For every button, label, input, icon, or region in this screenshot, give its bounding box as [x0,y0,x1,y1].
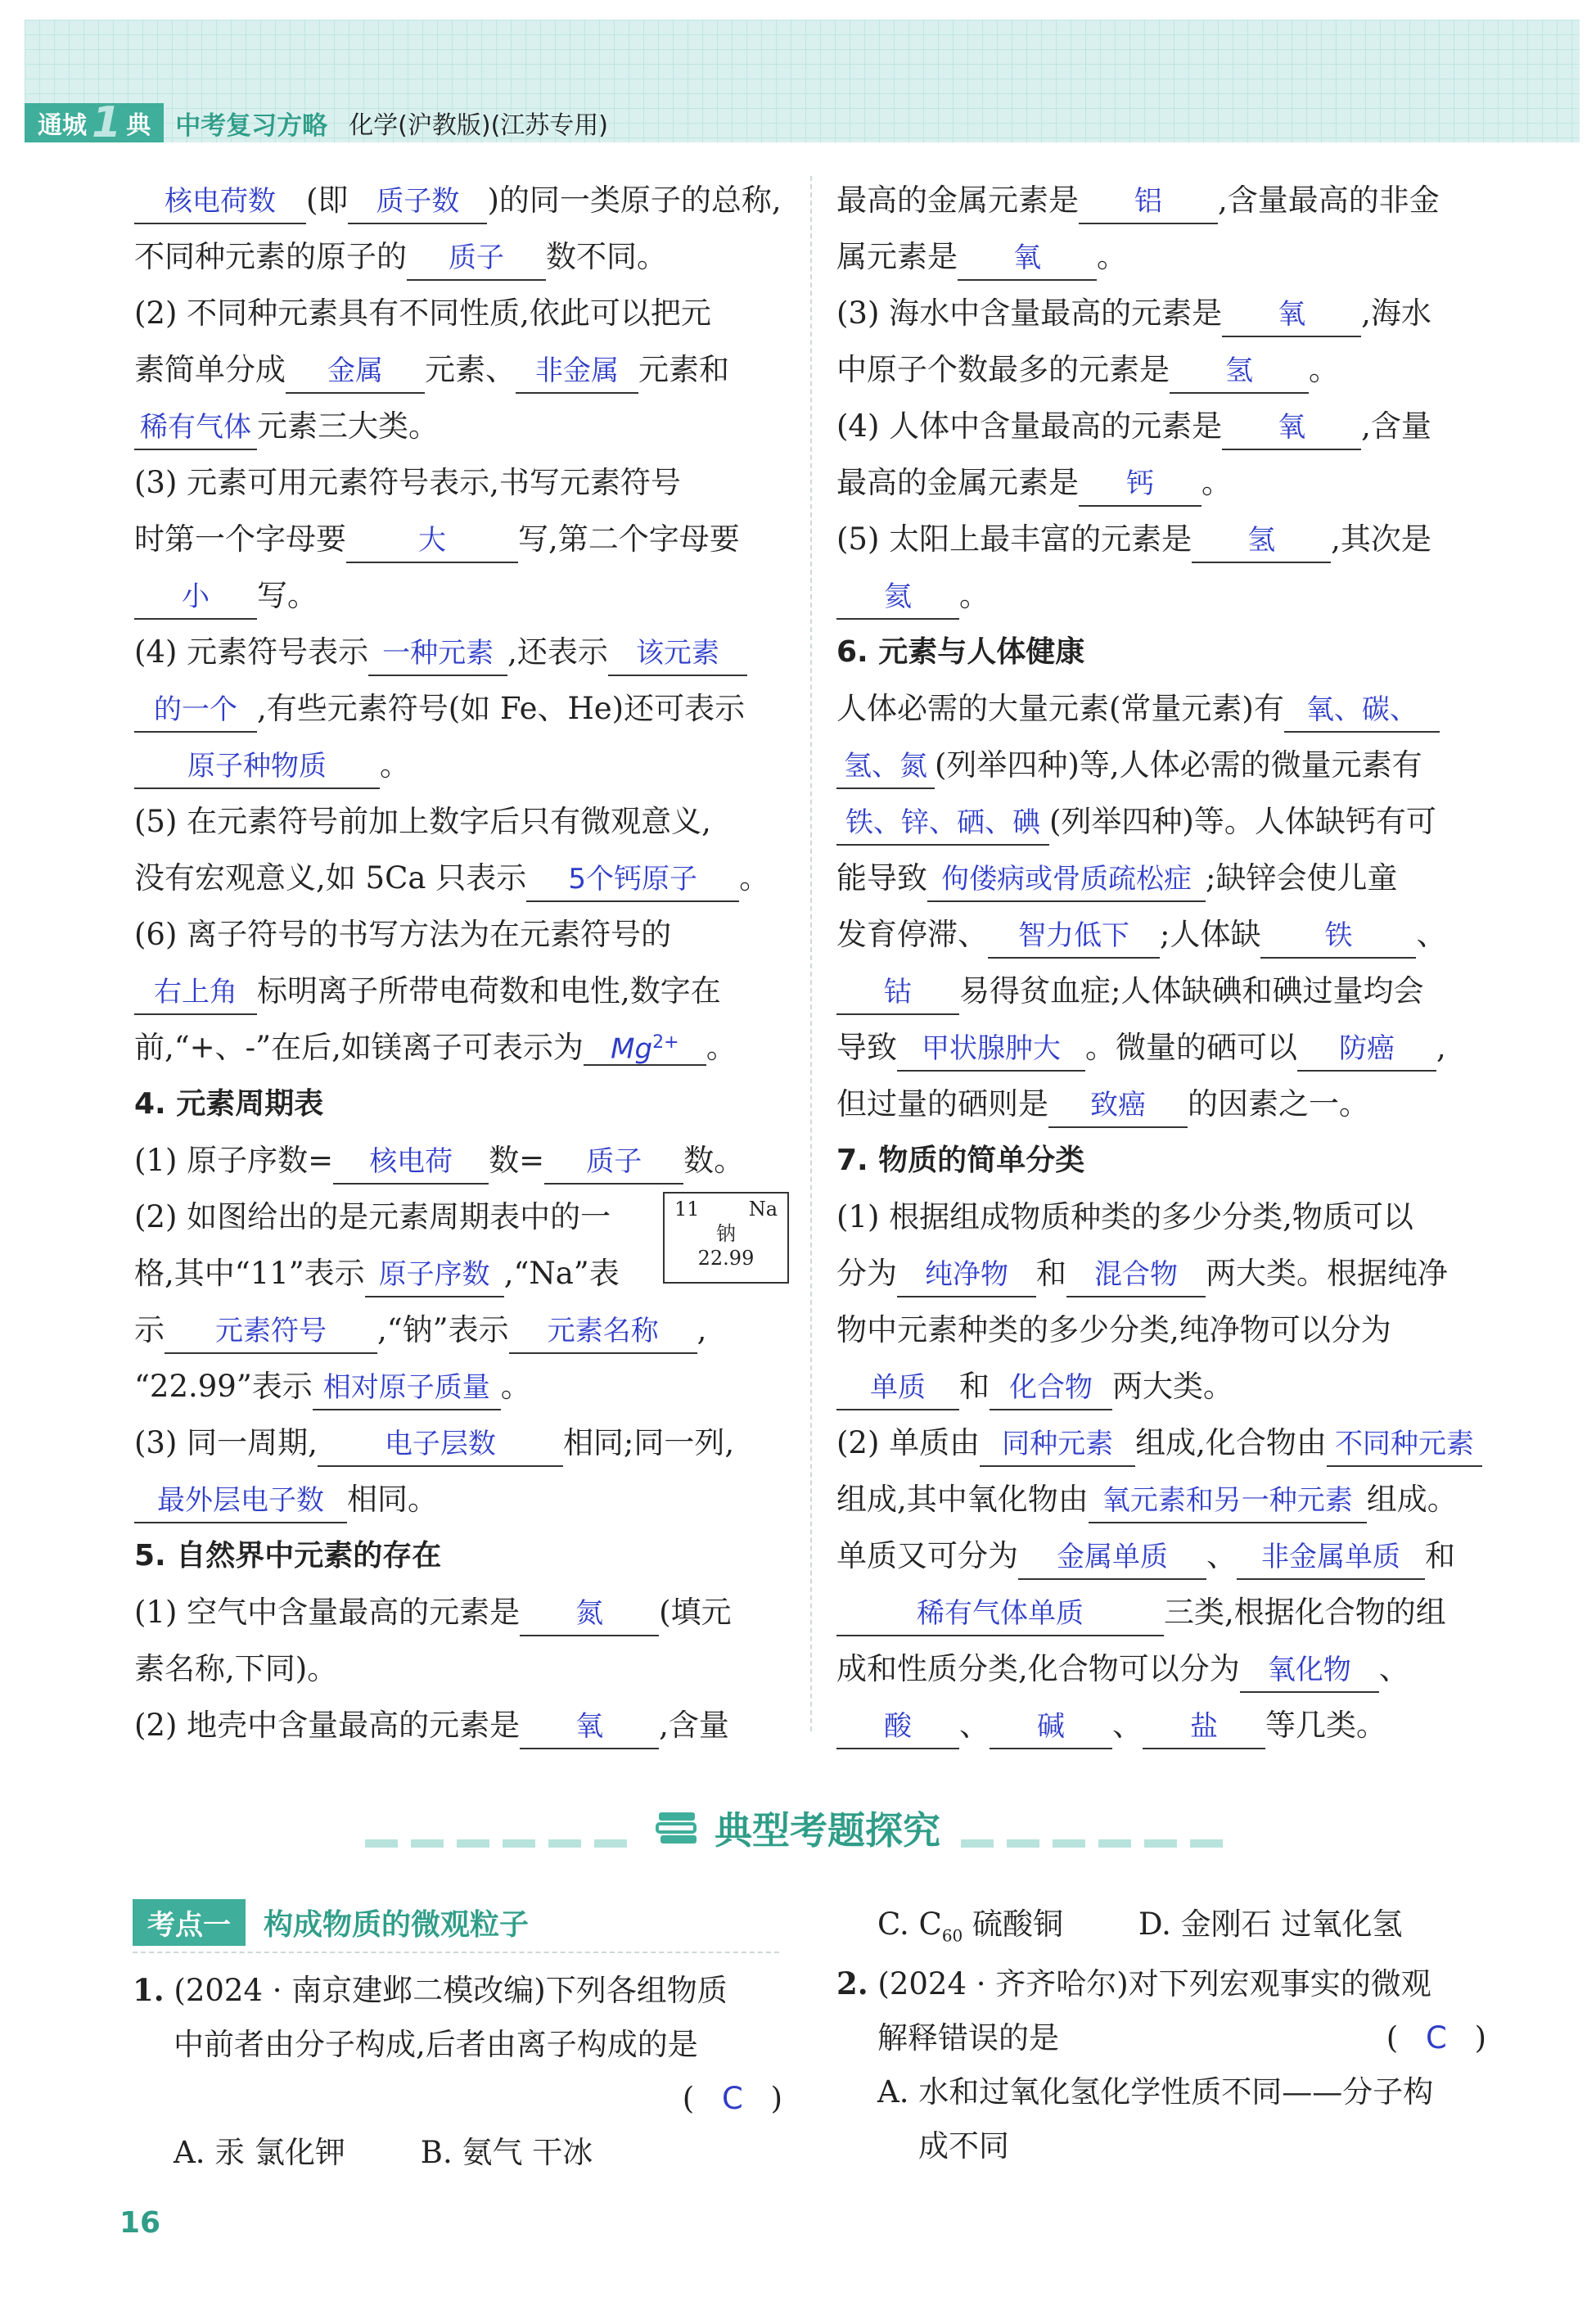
text: 两大类。根据纯净 [1206,1256,1448,1291]
answer-choice: C [721,2081,743,2116]
text: 写。 [257,578,318,613]
brand-text-b: 典 [126,111,151,140]
text: ;人体缺 [1160,917,1261,952]
heading-nature-elements: 5. 自然界中元素的存在 [134,1539,442,1573]
text: 相同。 [347,1482,438,1517]
ion-formula: Mg [611,1032,653,1065]
cell-symbol: Na [748,1198,778,1221]
text: 。 [500,1369,531,1404]
book-title: 中考复习方略 [175,111,328,141]
right-column [836,172,1491,1753]
question-number: 2. [836,1965,868,2001]
question-text: 中前者由分子构成,后者由离子构成的是 [174,2027,698,2062]
paragraph-table-cell [134,1189,789,1415]
text: 成和性质分类,化合物可以分为 [836,1651,1240,1686]
paragraph-sea [836,285,1491,398]
blank: 铁 [1260,916,1416,959]
blank: 一种元素 [368,634,507,676]
text: 组成,其中氧化物由 [836,1482,1089,1517]
blank: 右上角 [134,973,257,1015]
blank: 稀有气体 [134,408,257,450]
blank: 钴 [836,973,959,1015]
text: 、 [959,1708,990,1743]
section-title-text: 典型考题探究 [715,1808,940,1852]
blank: 氦 [836,577,959,620]
text: (列举四种)等。人体缺钙有可 [1049,804,1436,839]
text: ,其次是 [1331,521,1431,557]
paragraph-sun [836,511,1491,624]
text: (6) 离子符号的书写方法为在元素符号的 [134,917,672,952]
section-heading [0,1801,1596,1855]
heading-periodic-table: 4. 元素周期表 [134,1087,324,1121]
blank: 氧 [958,238,1097,281]
text: 和 [959,1369,990,1404]
text: , [697,1312,707,1347]
text: (5) 在元素符号前加上数字后只有微观意义, [134,804,711,839]
option-a: A. 汞 氯化钾 [174,2135,346,2170]
answer-paren: ( [682,2081,695,2116]
text: , [1436,1030,1446,1065]
blank: 金属单质 [1018,1537,1206,1580]
text: 。 [706,1030,737,1065]
blank: 铁、锌、硒、碘 [836,803,1049,846]
text: 、 [1206,1538,1237,1573]
text: 发育停滞、 [836,917,988,952]
text: 。 [380,747,410,783]
text: (填元 [659,1595,732,1630]
blank: 碱 [990,1707,1112,1749]
text: ,还表示 [507,634,608,670]
text: 和 [1425,1538,1455,1573]
text: 三类,根据化合物的组 [1164,1595,1446,1630]
text: (2) 单质由 [836,1425,981,1460]
question-number: 1. [133,1972,165,2008]
blank: 化合物 [990,1368,1112,1410]
text: 组成。 [1366,1482,1458,1517]
text: ,含量 [659,1708,729,1743]
text: 中原子个数最多的元素是 [836,352,1170,387]
text: (1) 原子序数= [134,1143,334,1178]
blank: 氢 [1170,351,1309,394]
text: 和 [1036,1256,1066,1291]
text: (4) 人体中含量最高的元素是 [836,408,1223,444]
blank: 防癌 [1297,1029,1436,1072]
text: 、 [1416,917,1447,952]
left-column [134,172,789,1753]
blank: 氮 [520,1594,659,1636]
paragraph-ion-symbol [134,906,789,1076]
blank: 混合物 [1066,1255,1206,1297]
blank: 氧、碳、 [1284,690,1440,733]
text: 组成,化合物由 [1135,1425,1327,1460]
blank: 5个钙原子 [526,860,739,902]
blank [584,1023,706,1066]
column-divider [810,176,812,1731]
text: (4) 元素符号表示 [134,634,369,670]
blank: 非金属单质 [1237,1537,1425,1580]
text: )的同一类原子的总称, [487,183,782,218]
blank: 甲状腺肿大 [897,1029,1085,1072]
option-a: A. 水和过氧化氢化学性质不同——分子构 [877,2074,1434,2110]
text: 示 [134,1312,165,1347]
question-1 [133,1963,787,2180]
text: 分为 [836,1256,897,1291]
blank: 同种元素 [980,1424,1135,1467]
periodic-table-cell [663,1192,789,1284]
text: 标明离子所带电荷数和电性,数字在 [257,973,721,1009]
book-stack-icon [656,1809,700,1847]
text: 时第一个字母要 [134,521,346,557]
blank: 纯净物 [897,1255,1036,1297]
text: 物中元素种类的多少分类,纯净物可以分为 [836,1312,1391,1347]
blank: 智力低下 [988,916,1160,959]
option-b: B. 氨气 干冰 [420,2135,593,2170]
kaodian-header [133,1899,529,1946]
question-2 [836,1956,1491,2173]
blank: 的一个 [134,690,257,733]
blank-part: 种物质 [243,750,327,783]
text: (2) 地壳中含量最高的元素是 [134,1708,521,1743]
question-1-options-cont [877,1898,1499,1962]
decor-dashes-left [365,1839,635,1848]
text: ,含量最高的非金 [1218,183,1440,218]
text: 两大类。 [1112,1369,1233,1404]
page-header [25,98,609,147]
cell-number: 11 [674,1198,700,1221]
blank: 元素名称 [509,1311,697,1354]
text: (3) 海水中含量最高的元素是 [836,296,1223,331]
text: 能导致 [836,860,927,896]
cell-mass: 22.99 [697,1247,755,1270]
paragraph-crust-cont [836,172,1491,285]
blank: 小 [134,577,257,620]
text: 数不同。 [546,239,667,274]
text: 、 [1378,1651,1409,1686]
decor-dashes-right [961,1839,1231,1848]
blank: 稀有气体单质 [836,1594,1164,1636]
blank: 氧 [520,1707,659,1749]
text: 人体必需的大量元素(常量元素)有 [836,691,1284,726]
blank: 不同种元素 [1327,1424,1482,1467]
answer-paren: ) [1474,2020,1486,2056]
text: (2) 如图给出的是元素周期表中的一 [134,1199,611,1234]
text: 写,第二个字母要 [518,521,740,557]
blank: 电子层数 [318,1424,563,1467]
blank: 相对原子质量 [313,1368,501,1410]
text: (3) 同一周期, [134,1425,318,1460]
blank: 单质 [836,1368,959,1410]
blank: 氧 [1222,408,1361,450]
blank: 氢、氮 [836,747,935,789]
paragraph-symbol-meaning [134,624,789,793]
blank: 质子数 [348,182,487,224]
text: 最高的金属元素是 [836,183,1079,218]
blank: 钙 [1079,464,1202,507]
blank: 该元素 [608,634,747,676]
text: 相同;同一列, [562,1425,735,1460]
text: 格,其中“11”表示 [134,1256,365,1291]
option-a-cont: 成不同 [918,2128,1009,2164]
blank: 大 [346,521,518,563]
brand-text-a: 通城 [38,111,87,140]
paragraph-definition [134,172,789,285]
blank: 酸 [836,1707,959,1749]
text: 的因素之一。 [1188,1086,1369,1121]
text: (3) 元素可用元素符号表示,书写元素符号 [134,465,681,500]
blank: 金属 [286,351,425,394]
question-text: 解释错误的是 [877,2020,1059,2056]
question-text: (2024 · 南京建邺二模改编)下列各组物质 [174,1973,728,2008]
book-subtitle: 化学(沪教版)(江苏专用) [349,111,609,140]
text: 但过量的硒则是 [836,1086,1048,1121]
text: 。 [1202,465,1232,500]
blank: 佝偻病或骨质疏松症 [927,860,1206,902]
text: 属元素是 [836,239,958,274]
paragraph-substance-types [836,1415,1491,1753]
blank: 原子序数 [365,1255,504,1297]
answer-choice: C [1425,2020,1447,2056]
paragraph-health [836,680,1491,1132]
page-number: 16 [119,2206,161,2240]
ion-charge: 2+ [652,1031,679,1053]
paragraph-body [836,398,1491,511]
text: 、 [1112,1708,1143,1743]
text: ;缺锌会使儿童 [1206,860,1398,896]
paragraph-classify [134,285,789,454]
text: 元素三大类。 [257,408,439,444]
text: 元素、 [425,352,516,387]
text: 数= [489,1143,545,1178]
kaodian-title: 构成物质的微观粒子 [264,1908,530,1942]
answer-paren: ( [1386,2020,1399,2056]
blank: 氧化物 [1240,1650,1379,1693]
blank: 氢 [1192,521,1331,563]
text: 前,“+、-”在后,如镁离子可表示为 [134,1030,584,1065]
text: (即 [306,183,349,218]
paragraph-symbol [134,454,789,624]
heading-health: 6. 元素与人体健康 [836,635,1085,669]
blank: 致癌 [1048,1085,1188,1128]
text: 单质又可分为 [836,1538,1018,1573]
text: (5) 太阳上最丰富的元素是 [836,521,1192,557]
blank: 铝 [1079,182,1218,224]
cell-name: 钠 [716,1222,736,1245]
text: 没有宏观意义,如 5Ca 只表示 [134,860,527,896]
heading-classification: 7. 物质的简单分类 [836,1144,1085,1177]
blank: 质子 [544,1142,683,1185]
brand-logo-one: 1 [92,98,122,147]
text: (1) 空气中含量最高的元素是 [134,1595,521,1630]
blank-part: 原子 [187,750,243,783]
text: 。 [739,860,770,896]
text: 数。 [683,1143,745,1178]
blank [134,747,380,789]
blank: 盐 [1143,1707,1265,1749]
paragraph-crust [134,1697,789,1753]
text: ,海水 [1361,296,1431,331]
text: 。 [1309,352,1339,387]
text: 。 [1097,239,1127,274]
text: (1) 根据组成物质种类的多少分类,物质可以 [836,1199,1413,1234]
blank: 质子 [407,238,546,281]
blank: 元素符号 [165,1311,377,1354]
text: 元素和 [638,352,729,387]
text: 不同种元素的原子的 [134,239,407,274]
text: 等几类。 [1265,1708,1386,1743]
paragraph-number-prefix [134,793,789,906]
paragraph-classify-matter [836,1189,1491,1415]
text: (列举四种)等,人体必需的微量元素有 [935,747,1422,783]
text: ,“钠”表示 [377,1312,509,1347]
blank: 核电荷 [333,1142,489,1185]
paragraph-air [134,1584,789,1697]
text: 导致 [836,1030,897,1065]
blank: 非金属 [516,351,638,394]
paragraph-atomic-number [134,1132,789,1189]
text: 。 [959,578,990,613]
text: 。微量的硒可以 [1085,1030,1297,1065]
text: ,含量 [1361,408,1431,444]
blank: 最外层电子数 [134,1481,347,1523]
brand-badge [25,98,164,147]
paragraph-period-group [134,1415,789,1528]
blank: 氧元素和另一种元素 [1089,1481,1367,1523]
option-d: D. 金刚石 过氧化氢 [1138,1907,1403,1942]
text: (2) 不同种元素具有不同性质,依此可以把元 [134,296,711,331]
blank: 氧 [1222,295,1361,337]
blank: 核电荷数 [134,182,306,224]
option-c: C. $C_{60}$ 硫酸铜 [877,1907,1064,1946]
text: ,“Na”表 [503,1256,620,1291]
kaodian-tag: 考点一 [133,1899,246,1946]
text: 最高的金属元素是 [836,465,1079,500]
answer-paren: ) [770,2081,782,2116]
question-text: (2024 · 齐齐哈尔)对下列宏观事实的微观 [877,1966,1431,2001]
kaodian-underline [133,1952,779,1953]
text: ,有些元素符号(如 Fe、He)还可表示 [257,691,746,726]
text: 素简单分成 [134,352,286,387]
text: 素名称,下同)。 [134,1651,338,1686]
text: “22.99”表示 [134,1369,313,1404]
text: 易得贫血症;人体缺碘和碘过量均会 [959,973,1424,1009]
